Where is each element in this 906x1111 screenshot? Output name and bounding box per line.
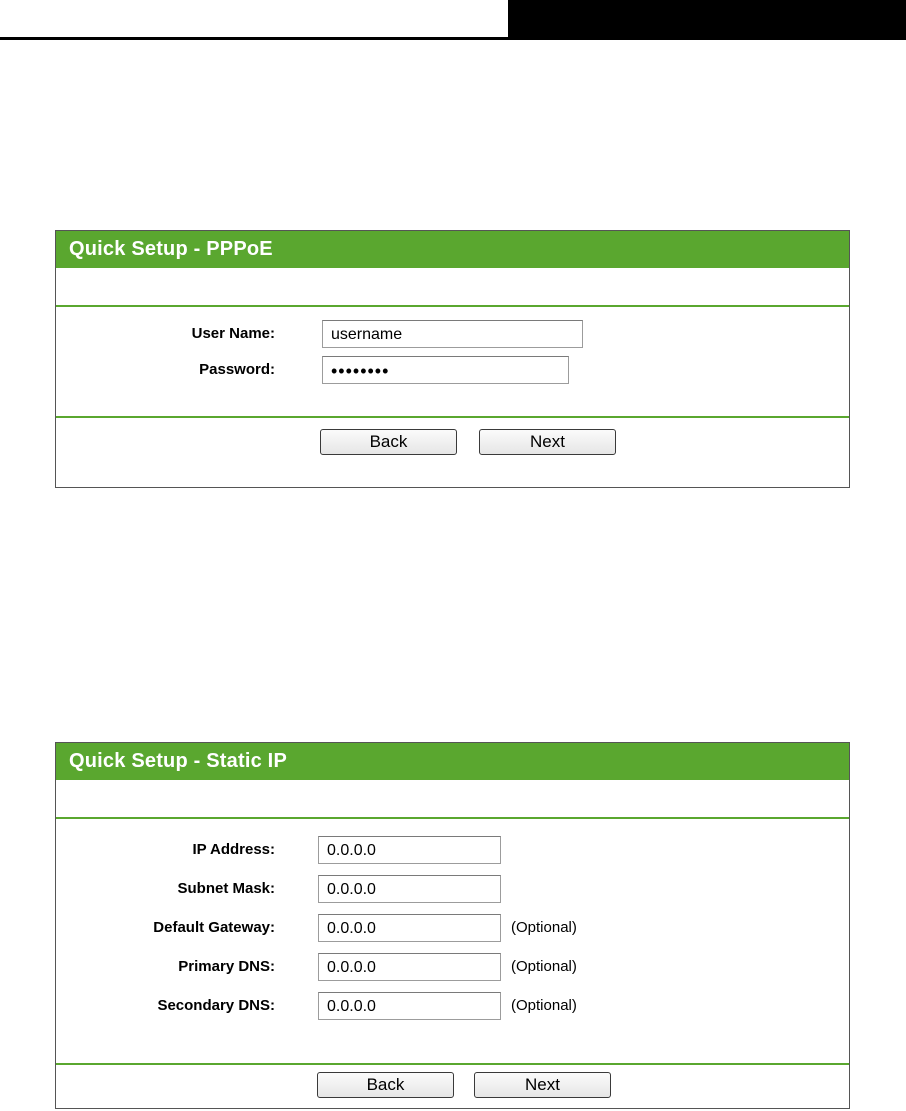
static-ip-form	[56, 819, 849, 1063]
subnet-mask-input[interactable]	[318, 875, 501, 903]
default-gateway-label: Default Gateway:	[153, 919, 275, 936]
password-label: Password:	[199, 361, 275, 378]
static-ip-panel	[55, 742, 850, 1109]
pppoe-panel-footer	[56, 416, 849, 489]
pppoe-next-button[interactable]: Next	[479, 429, 616, 455]
primary-dns-row	[56, 953, 849, 981]
static-ip-panel-footer	[56, 1063, 849, 1111]
secondary-dns-input[interactable]	[318, 992, 501, 1020]
pppoe-back-button[interactable]: Back	[320, 429, 457, 455]
pppoe-panel-title: Quick Setup - PPPoE	[56, 231, 849, 268]
default-gateway-row	[56, 914, 849, 942]
subnet-mask-row	[56, 875, 849, 903]
pppoe-form	[56, 307, 849, 416]
default-gateway-input[interactable]	[318, 914, 501, 942]
primary-dns-optional-note: (Optional)	[511, 958, 577, 975]
static-ip-panel-title: Quick Setup - Static IP	[56, 743, 849, 780]
page-header-block	[508, 0, 906, 40]
ip-address-input[interactable]	[318, 836, 501, 864]
ip-address-label: IP Address:	[192, 841, 275, 858]
ip-address-row	[56, 836, 849, 864]
primary-dns-label: Primary DNS:	[178, 958, 275, 975]
user-name-label: User Name:	[191, 325, 275, 342]
secondary-dns-optional-note: (Optional)	[511, 997, 577, 1014]
secondary-dns-label: Secondary DNS:	[157, 997, 275, 1014]
static-ip-back-button[interactable]: Back	[317, 1072, 454, 1098]
user-name-input[interactable]	[322, 320, 583, 348]
pppoe-panel	[55, 230, 850, 488]
password-input[interactable]	[322, 356, 569, 384]
static-ip-next-button[interactable]: Next	[474, 1072, 611, 1098]
user-name-row	[56, 320, 849, 348]
subnet-mask-label: Subnet Mask:	[177, 880, 275, 897]
static-ip-panel-spacer	[56, 780, 849, 819]
default-gateway-optional-note: (Optional)	[511, 919, 577, 936]
primary-dns-input[interactable]	[318, 953, 501, 981]
password-row	[56, 356, 849, 384]
pppoe-panel-spacer	[56, 268, 849, 307]
secondary-dns-row	[56, 992, 849, 1020]
page-header-rule	[0, 37, 508, 40]
